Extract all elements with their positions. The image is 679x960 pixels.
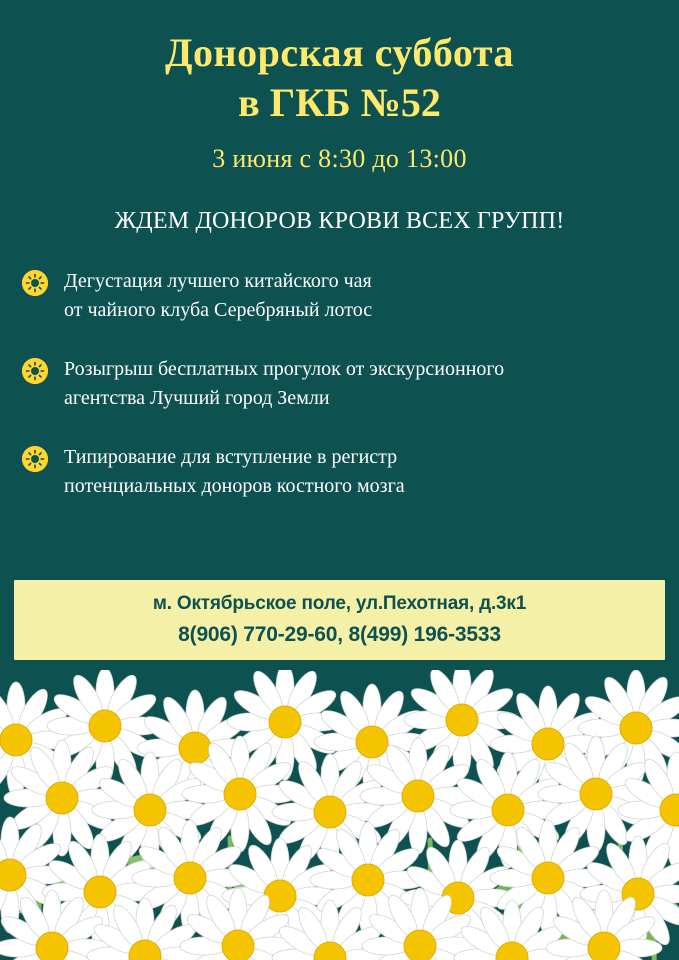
list-item-text — [64, 443, 405, 501]
page-title-line-1: Донорская суббота — [165, 30, 514, 75]
contact-banner — [14, 580, 665, 660]
list-item-line-1: Дегустация лучшего китайского чая — [64, 270, 372, 292]
title-block — [0, 0, 679, 174]
address-text: м. Октябрьское поле, ул.Пехотная, д.3к1 — [152, 593, 527, 614]
benefits-list — [0, 267, 679, 501]
list-item-text — [64, 355, 504, 413]
daisy-field-illustration — [0, 670, 679, 960]
sun-icon — [22, 446, 48, 472]
list-item — [22, 355, 645, 413]
page-title-line-2: в ГКБ №52 — [238, 80, 441, 125]
event-datetime: 3 июня с 8:30 до 13:00 — [212, 144, 467, 173]
list-item-line-2: от чайного клуба Серебряный лотос — [64, 299, 373, 321]
call-to-action: ЖДЕМ ДОНОРОВ КРОВИ ВСЕХ ГРУПП! — [114, 208, 565, 234]
list-item-text — [64, 267, 372, 325]
sun-icon — [22, 358, 48, 384]
list-item — [22, 443, 645, 501]
phone-numbers: 8(906) 770-29-60, 8(499) 196-3533 — [178, 622, 501, 646]
list-item — [22, 267, 645, 325]
list-item-line-1: Типирование для вступление в регистр — [64, 446, 398, 468]
sun-icon — [22, 270, 48, 296]
list-item-line-2: потенциальных доноров костного мозга — [64, 475, 405, 497]
list-item-line-1: Розыгрыш бесплатных прогулок от экскурсионного — [64, 358, 505, 380]
list-item-line-2: агентства Лучший город Земли — [64, 387, 330, 409]
